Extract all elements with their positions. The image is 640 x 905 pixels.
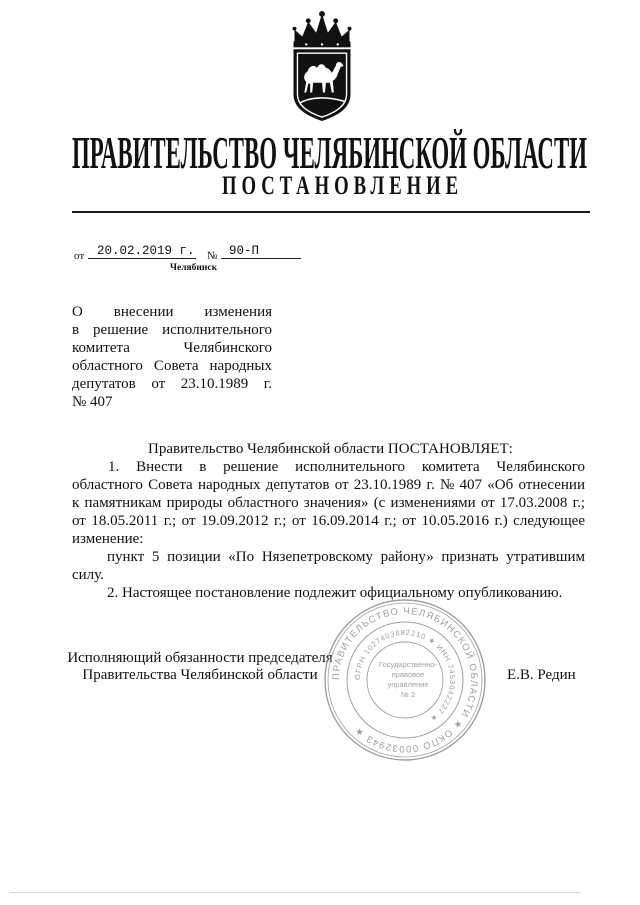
seal-center-line: Государственно-	[379, 660, 437, 669]
header-divider	[72, 211, 590, 213]
amendment-line: пункт 5 позиции «По Нязепетровскому району» признать утратившим	[107, 549, 585, 565]
document-date: 20.02.2019 г.	[88, 244, 196, 259]
amendment-line: силу.	[72, 567, 104, 583]
seal-center-line: правовое	[391, 670, 425, 679]
item1-line: к памятникам природы областного значения» (с изменениями от 17.03.2008 г.;	[72, 495, 585, 511]
item2-line: 2. Настоящее постановление подлежит официальному опубликованию.	[107, 585, 563, 601]
document-number: 90-П	[221, 244, 301, 259]
subject-line: областного Совета народных	[72, 358, 272, 374]
signatory-position-line: Правительства Челябинской области	[82, 667, 318, 683]
seal-inner-text: ОГРН 1027403882210 ★ ИНН 7453042227 ★	[352, 627, 458, 724]
signatory-position	[66, 650, 334, 684]
subject-line: в решение исполнительного	[72, 322, 272, 338]
city-label: Челябинск	[170, 263, 218, 273]
coat-of-arms-icon	[286, 10, 358, 122]
svg-text:ПОСТАНОВЛЕНИЕ: ПОСТАНОВЛЕНИЕ	[221, 172, 459, 200]
resolution-intro: Правительство Челябинской области ПОСТАНОВЛЯЕТ:	[148, 441, 513, 457]
subject-line: № 407	[72, 394, 113, 410]
resolution-body	[72, 440, 585, 602]
official-seal-icon	[320, 595, 490, 765]
subject-line: О внесении изменения	[72, 304, 272, 320]
document-type-title	[0, 172, 640, 200]
item1-line: областного Совета народных депутатов от 23.10.1989 г. № 407 «Об отнесении	[72, 477, 585, 493]
signatory-position-line: Исполняющий обязанности председателя	[67, 650, 333, 666]
seal-center-line: управление	[387, 680, 429, 689]
seal-center-line: № 2	[400, 690, 416, 699]
signer-name: Е.В. Редин	[507, 667, 576, 683]
seal-outer-text: ПРАВИТЕЛЬСТВО ЧЕЛЯБИНСКОЙ ОБЛАСТИ ★ ОКПО 00032943 ★	[330, 605, 480, 755]
organization-title	[0, 126, 640, 174]
svg-text:ПРАВИТЕЛЬСТВО ЧЕЛЯБИНСКОЙ ОБЛА: ПРАВИТЕЛЬСТВО ЧЕЛЯБИНСКОЙ ОБЛАСТИ	[72, 127, 588, 174]
item1-line: от 18.05.2011 г.; от 19.09.2012 г.; от 16.09.2014 г.; от 10.05.2016 г.) следующее	[72, 513, 585, 529]
subject-line: комитета Челябинского	[72, 340, 272, 356]
item1-line: 1. Внести в решение исполнительного комитета Челябинского	[108, 459, 585, 475]
number-prefix: №	[207, 250, 218, 262]
item1-line: изменение:	[72, 531, 144, 547]
footer-rule	[10, 892, 580, 893]
subject-block	[72, 303, 272, 411]
subject-line: депутатов от 23.10.1989 г.	[72, 376, 272, 392]
date-prefix: от	[74, 250, 85, 262]
